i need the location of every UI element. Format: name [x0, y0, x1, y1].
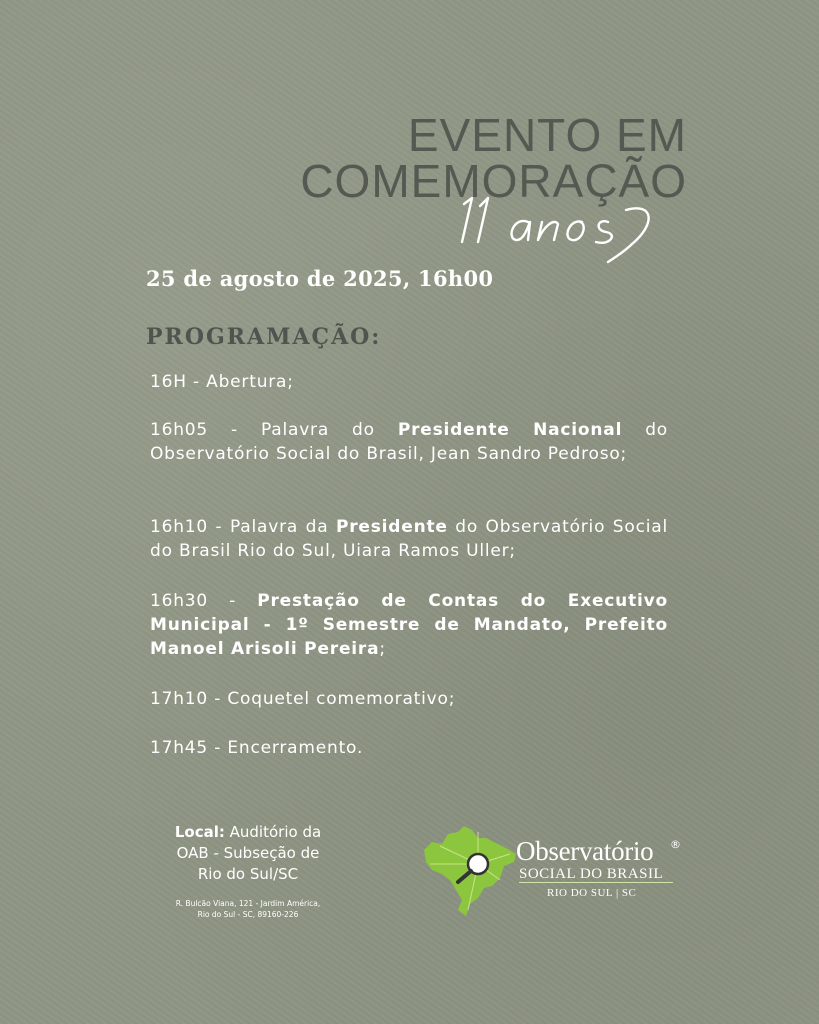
item-text: do Observatório Social do Brasil Rio do Sul, Uiara Ramos Uller; — [150, 517, 668, 561]
brazil-map-magnifier-icon — [420, 824, 520, 920]
logo-city: RIO DO SUL | SC — [547, 887, 637, 899]
item-text: ; — [379, 639, 386, 659]
address-line-2: Rio do Sul - SC, 89160-226 — [197, 910, 299, 919]
script-anniversary-graphic — [458, 186, 668, 266]
logo-name: Observatório — [516, 836, 654, 866]
title-line-2: COMEMORAÇÃO — [300, 155, 687, 207]
location-line-3: Rio do Sul/SC — [197, 865, 299, 883]
logo-divider — [519, 882, 673, 883]
event-location — [146, 822, 350, 885]
program-item-national-president — [150, 418, 668, 466]
program-item-accountability — [150, 589, 668, 661]
location-text: Auditório da — [224, 823, 322, 841]
item-highlight: Presidente Nacional — [397, 420, 623, 440]
address-line-1: R. Bulcão Viana, 121 - Jardim América, — [175, 899, 321, 908]
program-item-local-president — [150, 515, 668, 563]
item-highlight: Presidente — [335, 517, 448, 537]
item-text: 16h05 - Palavra do — [150, 420, 398, 440]
logo-subtitle: SOCIAL DO BRASIL — [519, 866, 664, 882]
program-item-cocktail: 17h10 - Coquetel comemorativo; — [150, 689, 456, 709]
item-text: 16h30 - — [150, 591, 258, 611]
event-date: 25 de agosto de 2025, 16h00 — [146, 266, 494, 291]
location-line-1 — [146, 822, 350, 843]
item-highlight: Prestação de Contas do Executivo Municipal - 1º Semestre de Mandato, Prefeito Manoel Arisoli Pereira — [150, 591, 668, 659]
location-label: Local: — [174, 823, 225, 841]
registered-mark: ® — [670, 838, 681, 851]
item-text: do Observatório Social do Brasil, Jean Sandro Pedroso; — [150, 420, 668, 464]
event-address — [146, 898, 350, 920]
program-heading: PROGRAMAÇÃO: — [146, 324, 382, 350]
title-line-1: EVENTO EM — [407, 109, 687, 161]
program-item-opening: 16H - Abertura; — [150, 372, 294, 392]
location-line-2: OAB - Subseção de — [176, 844, 320, 862]
item-text: 16h10 - Palavra da — [150, 517, 336, 537]
program-item-closing: 17h45 - Encerramento. — [150, 738, 364, 758]
